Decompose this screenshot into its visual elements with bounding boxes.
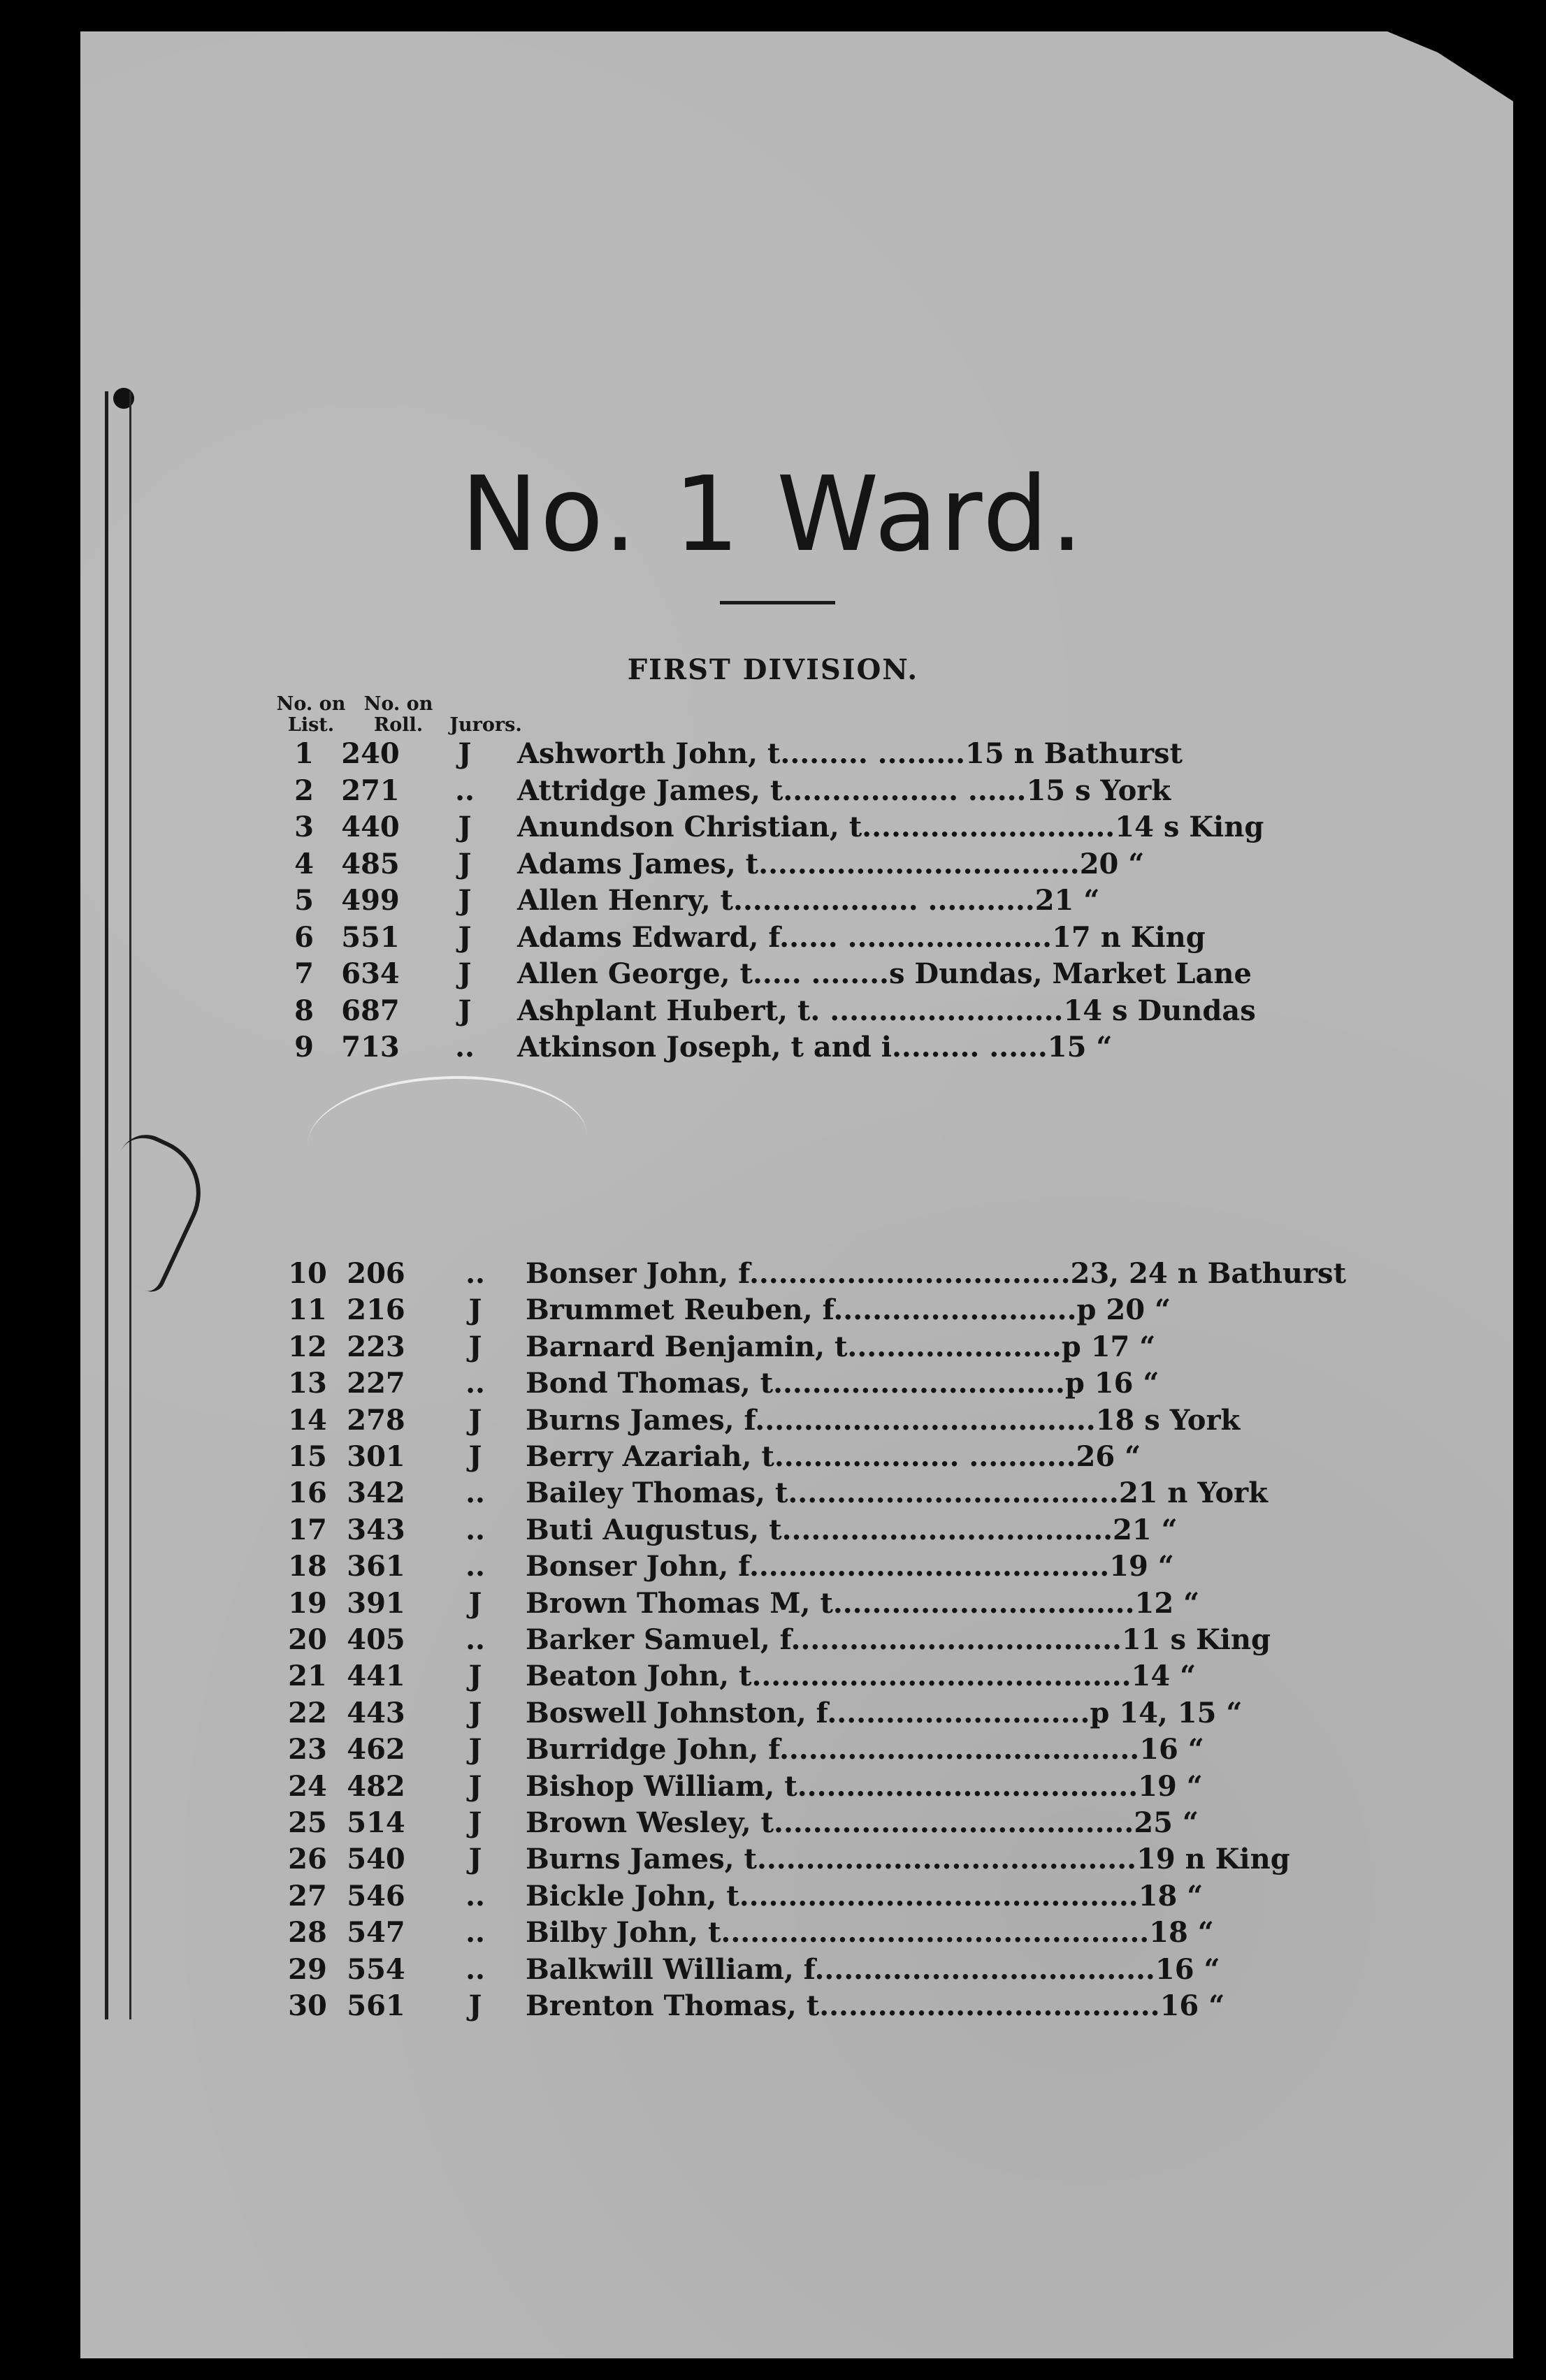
juror-mark: J <box>468 1769 482 1803</box>
entry-text: Boswell Johnston, f...........................p 14, 15 “ <box>526 1696 1243 1729</box>
list-number: 13 <box>288 1367 327 1400</box>
juror-mark: .. <box>465 1879 485 1913</box>
entry-text: Bishop William, t...................................19 “ <box>526 1769 1203 1803</box>
juror-mark: J <box>458 994 472 1027</box>
roll-number: 441 <box>347 1660 405 1693</box>
roll-number: 240 <box>341 737 400 770</box>
list-number: 2 <box>294 774 314 807</box>
entry-text: Bonser John, f.....................................19 “ <box>526 1550 1174 1583</box>
entry-text: Ashplant Hubert, t. ........................14 s Dundas <box>517 994 1256 1027</box>
header-list-line1: No. on <box>276 693 346 715</box>
entry-text: Bickle John, t.........................................18 “ <box>526 1879 1204 1913</box>
list-number: 3 <box>294 811 314 843</box>
entry-text: Bonser John, f.................................23, 24 n Bathurst <box>526 1257 1347 1290</box>
list-number: 16 <box>288 1476 327 1510</box>
entry-text: Beaton John, t.......................................14 “ <box>526 1660 1197 1693</box>
title-rule <box>720 601 835 604</box>
header-no-on-roll <box>360 694 437 736</box>
entry-text: Anundson Christian, t..........................14 s King <box>517 811 1264 843</box>
entry-text: Berry Azariah, t................... ...........26 “ <box>526 1440 1141 1473</box>
juror-mark: J <box>468 1586 482 1620</box>
roll-number: 443 <box>347 1696 405 1729</box>
entry-text: Adams Edward, f...... .....................17 n King <box>517 920 1206 954</box>
juror-mark: J <box>468 1733 482 1766</box>
roll-number: 361 <box>347 1550 405 1583</box>
entry-text: Brown Wesley, t.....................................25 “ <box>526 1806 1199 1839</box>
juror-mark: J <box>468 1806 482 1839</box>
juror-mark: .. <box>465 1257 485 1290</box>
list-number: 5 <box>294 884 314 917</box>
juror-mark: .. <box>465 1513 485 1546</box>
list-number: 6 <box>294 920 314 954</box>
list-number: 7 <box>294 957 314 990</box>
roll-number: 482 <box>347 1769 405 1803</box>
roll-number: 540 <box>347 1843 405 1876</box>
roll-number: 227 <box>347 1367 405 1400</box>
entry-text: Brummet Reuben, f.........................p 20 “ <box>526 1293 1171 1327</box>
roll-number: 687 <box>341 994 400 1027</box>
juror-mark: .. <box>465 1550 485 1583</box>
entry-text: Brenton Thomas, t...................................16 “ <box>526 1989 1225 2022</box>
entry-text: Barnard Benjamin, t......................p 17 “ <box>526 1330 1156 1363</box>
juror-mark: J <box>468 1660 482 1693</box>
list-number: 14 <box>288 1403 327 1437</box>
list-number: 20 <box>288 1623 327 1656</box>
roll-number: 551 <box>341 920 400 954</box>
list-number: 29 <box>288 1952 327 1986</box>
list-number: 18 <box>288 1550 327 1583</box>
roll-number: 561 <box>347 1989 405 2022</box>
juror-mark: J <box>458 884 472 917</box>
entry-text: Buti Augustus, t..................................21 “ <box>526 1513 1178 1546</box>
juror-mark: .. <box>455 774 475 807</box>
list-number: 17 <box>288 1513 327 1546</box>
entry-text: Burridge John, f.....................................16 “ <box>526 1733 1204 1766</box>
juror-mark: J <box>458 847 472 880</box>
list-number: 21 <box>288 1660 327 1693</box>
juror-mark: J <box>458 920 472 954</box>
list-number: 25 <box>288 1806 327 1839</box>
juror-mark: J <box>468 1843 482 1876</box>
entry-text: Bond Thomas, t..............................p 16 “ <box>526 1367 1160 1400</box>
list-number: 8 <box>294 994 314 1027</box>
entry-text: Bailey Thomas, t..................................21 n York <box>526 1476 1268 1510</box>
entry-text: Barker Samuel, f..................................11 s King <box>526 1623 1271 1656</box>
juror-mark: J <box>468 1989 482 2022</box>
ward-title: No. 1 Ward. <box>461 454 1085 574</box>
roll-number: 546 <box>347 1879 405 1913</box>
list-number: 22 <box>288 1696 327 1729</box>
roll-number: 440 <box>341 811 400 843</box>
entry-text: Attridge James, t.................. ......15 s York <box>517 774 1171 807</box>
entry-text: Atkinson Joseph, t and i......... ......15 “ <box>517 1031 1113 1064</box>
entry-text: Ashworth John, t......... .........15 n Bathurst <box>517 737 1183 770</box>
roll-number: 485 <box>341 847 400 880</box>
list-number: 26 <box>288 1843 327 1876</box>
juror-mark: J <box>468 1440 482 1473</box>
list-number: 10 <box>288 1257 327 1290</box>
list-number: 4 <box>294 847 314 880</box>
entry-text: Brown Thomas M, t...............................12 “ <box>526 1586 1200 1620</box>
roll-number: 405 <box>347 1623 405 1656</box>
entry-text: Bilby John, t............................................18 “ <box>526 1916 1214 1950</box>
list-number: 24 <box>288 1769 327 1803</box>
roll-number: 301 <box>347 1440 405 1473</box>
juror-mark: J <box>458 737 472 770</box>
list-number: 30 <box>288 1989 327 2022</box>
roll-number: 634 <box>341 957 400 990</box>
torn-corner <box>1387 31 1513 101</box>
division-heading: FIRST DIVISION. <box>627 653 919 686</box>
juror-mark: J <box>458 957 472 990</box>
list-number: 1 <box>294 737 314 770</box>
juror-mark: .. <box>465 1916 485 1950</box>
header-list-line2: List. <box>287 714 335 736</box>
entry-text: Allen George, t..... ........s Dundas, Market Lane <box>517 957 1252 990</box>
header-no-on-list <box>276 694 346 736</box>
roll-number: 462 <box>347 1733 405 1766</box>
juror-mark: .. <box>465 1367 485 1400</box>
list-number: 9 <box>294 1031 314 1064</box>
roll-number: 223 <box>347 1330 405 1363</box>
juror-mark: J <box>468 1403 482 1437</box>
entry-text: Balkwill William, f...................................16 “ <box>526 1952 1220 1986</box>
entry-text: Allen Henry, t................... ...........21 “ <box>517 884 1100 917</box>
list-number: 19 <box>288 1586 327 1620</box>
juror-mark: J <box>468 1696 482 1729</box>
roll-number: 278 <box>347 1403 405 1437</box>
juror-mark: J <box>468 1330 482 1363</box>
juror-mark: J <box>468 1293 482 1327</box>
roll-number: 342 <box>347 1476 405 1510</box>
entry-text: Burns James, t.......................................19 n King <box>526 1843 1290 1876</box>
roll-number: 547 <box>347 1916 405 1950</box>
list-number: 28 <box>288 1916 327 1950</box>
list-number: 11 <box>288 1293 327 1327</box>
juror-mark: .. <box>465 1623 485 1656</box>
roll-number: 343 <box>347 1513 405 1546</box>
header-roll-line2: Roll. <box>373 714 424 736</box>
roll-number: 216 <box>347 1293 405 1327</box>
entry-text: Adams James, t.................................20 “ <box>517 847 1145 880</box>
juror-mark: J <box>458 811 472 843</box>
list-number: 23 <box>288 1733 327 1766</box>
roll-number: 554 <box>347 1952 405 1986</box>
roll-number: 271 <box>341 774 400 807</box>
juror-mark: .. <box>455 1031 475 1064</box>
list-number: 15 <box>288 1440 327 1473</box>
roll-number: 499 <box>341 884 400 917</box>
list-number: 12 <box>288 1330 327 1363</box>
list-number: 27 <box>288 1879 327 1913</box>
juror-mark: .. <box>465 1952 485 1986</box>
roll-number: 206 <box>347 1257 405 1290</box>
header-roll-line1: No. on <box>363 693 433 715</box>
juror-mark: .. <box>465 1476 485 1510</box>
entry-text: Burns James, f...................................18 s York <box>526 1403 1241 1437</box>
roll-number: 713 <box>341 1031 400 1064</box>
roll-number: 514 <box>347 1806 405 1839</box>
header-jurors: Jurors. <box>449 714 522 736</box>
roll-number: 391 <box>347 1586 405 1620</box>
